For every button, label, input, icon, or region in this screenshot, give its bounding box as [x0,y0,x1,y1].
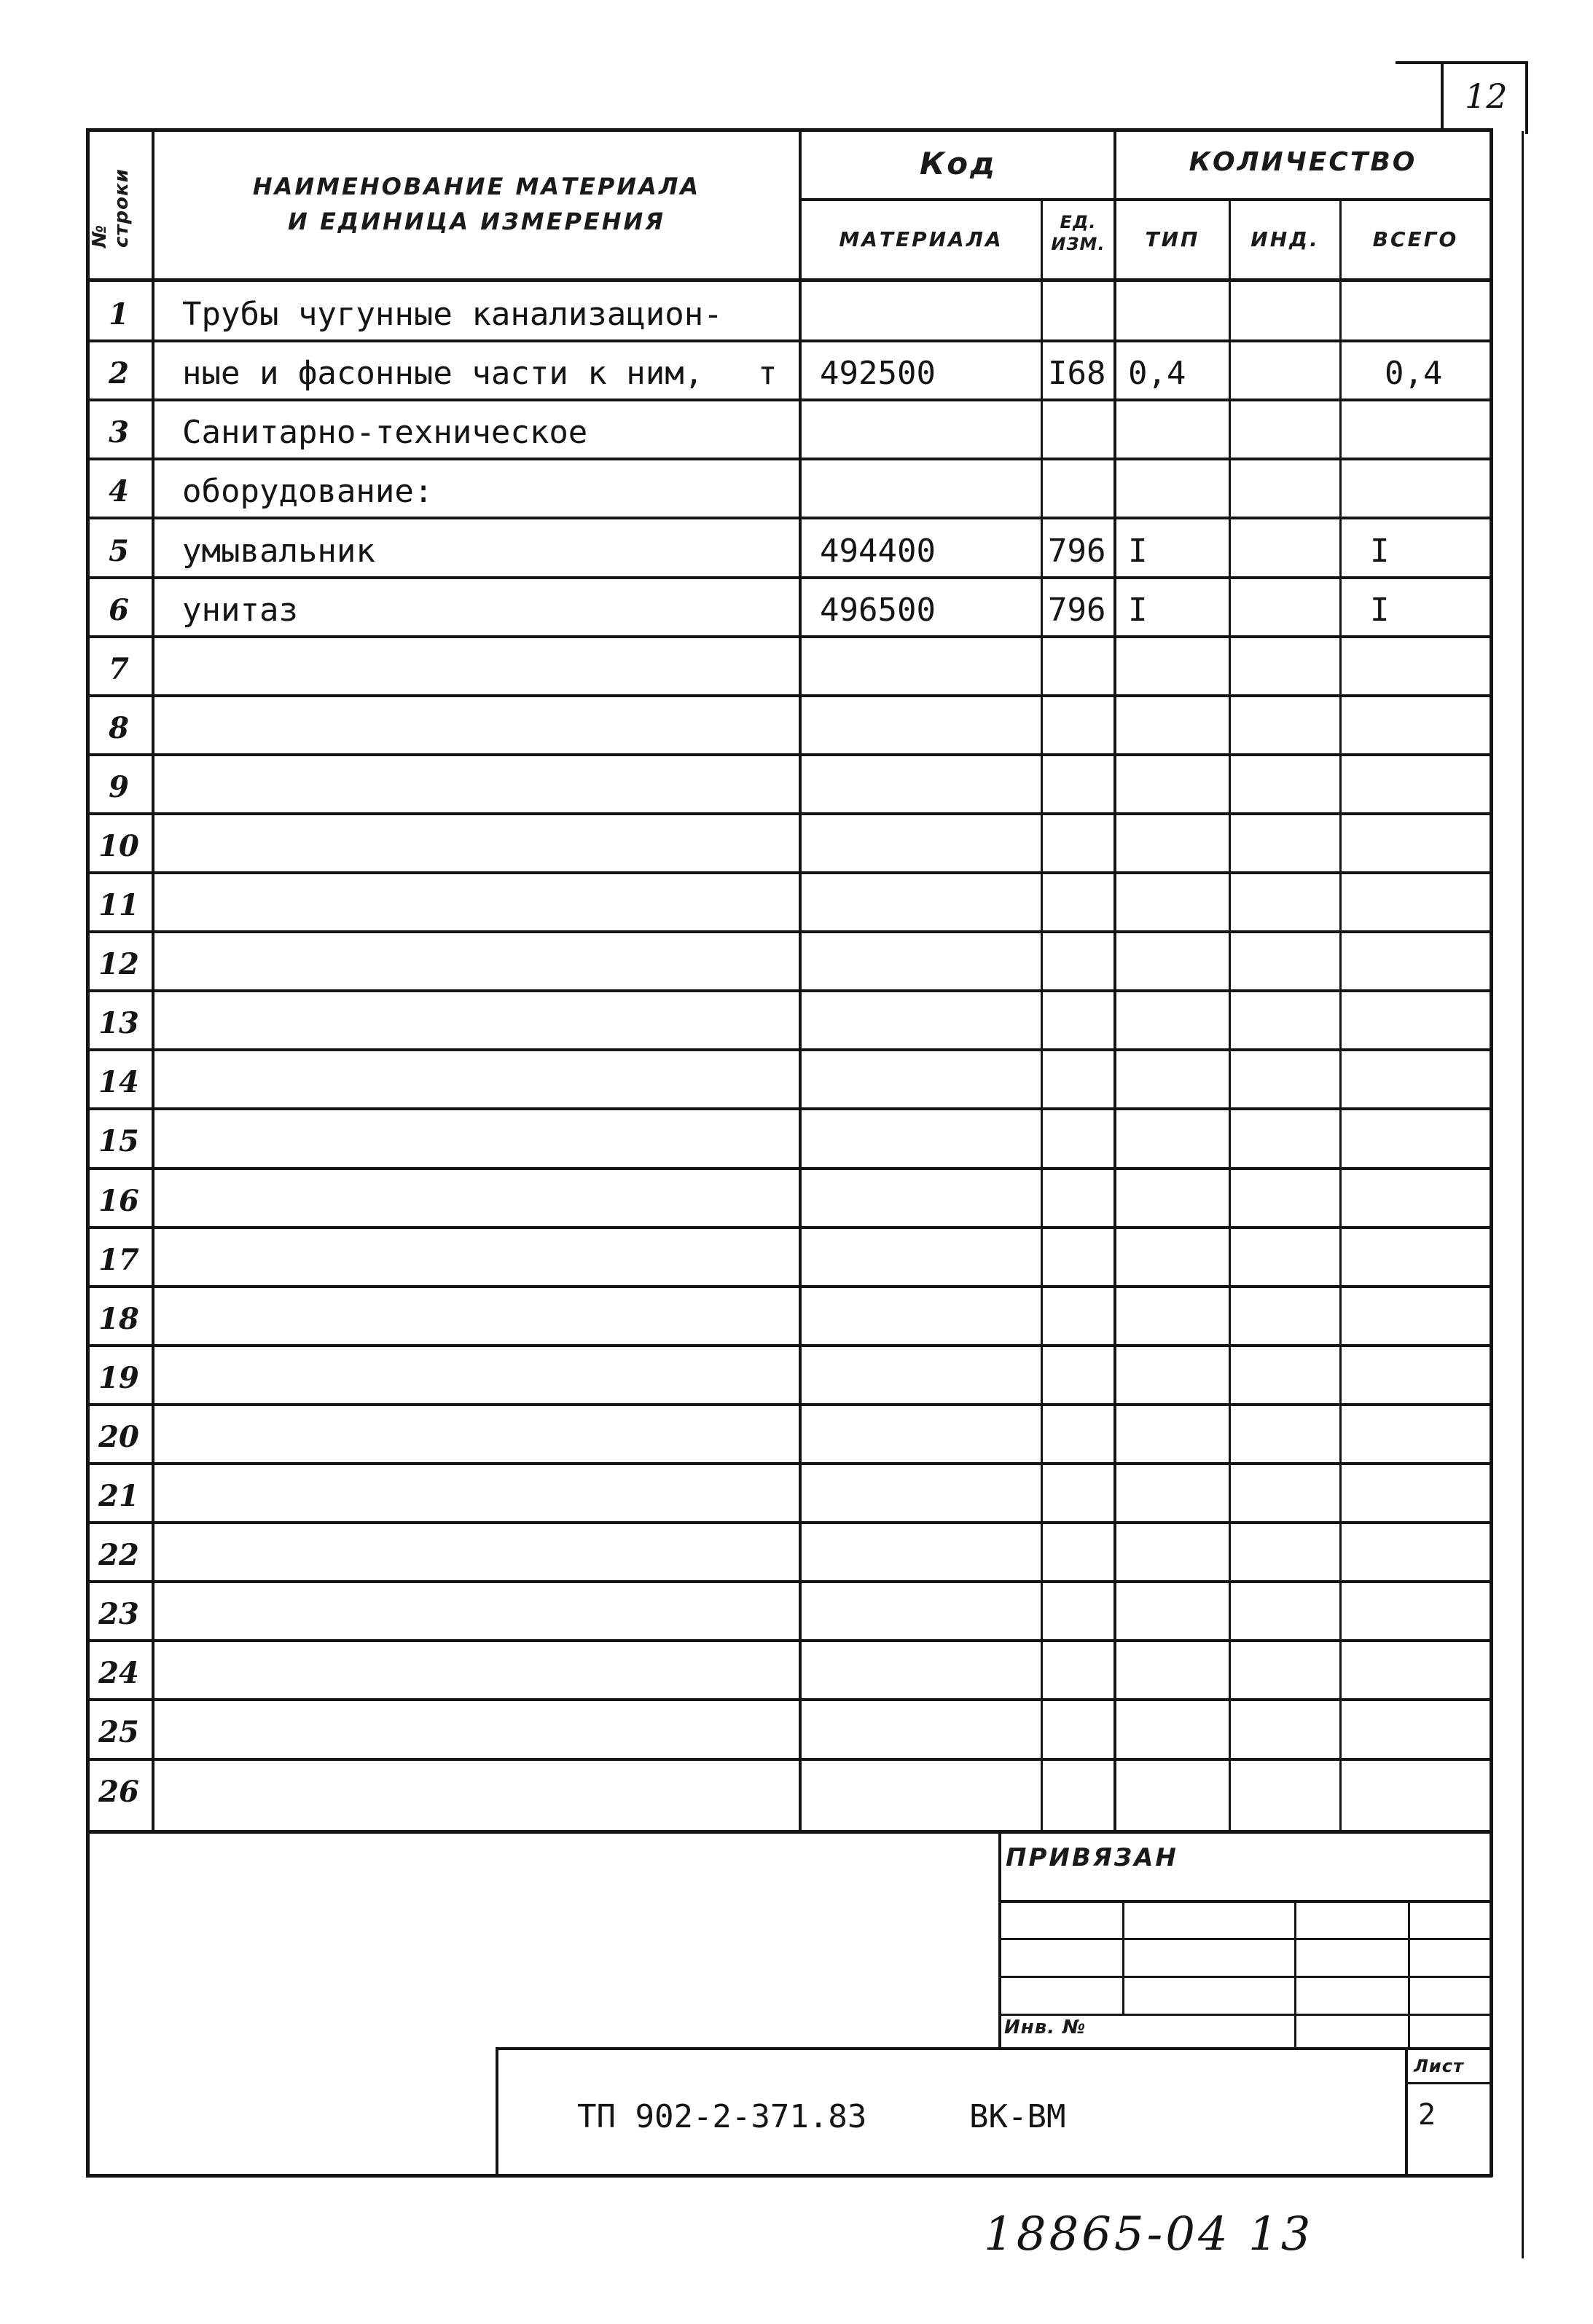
material-code: 494400 [820,533,936,570]
type-quantity: 0,4 [1128,355,1186,392]
material-name: умывальник [182,533,375,570]
row-number: 25 [98,1715,139,1749]
total-quantity: I [1370,592,1390,629]
material-name: Санитарно-техническое [182,414,588,451]
bound-label: ПРИВЯЗАН [1006,1843,1178,1872]
row-number: 13 [98,1006,139,1040]
sheet-label: Лист [1414,2056,1464,2076]
row-number: 22 [98,1538,139,1572]
row-number: 3 [109,415,129,450]
unit-header: ЕД. ИЗМ. [1051,212,1105,254]
row-number: 17 [98,1243,139,1277]
ind-header: ИНД. [1250,227,1320,251]
row-number: 12 [98,947,139,981]
unit-code: 796 [1048,592,1106,629]
row-number: 1 [109,297,129,331]
type-quantity: I [1128,533,1148,570]
row-number: 18 [98,1302,139,1336]
code-header: Код [919,146,998,181]
material-code-header: МАТЕРИАЛА [839,227,1003,251]
section-code: ВК-ВМ [969,2098,1066,2135]
row-number: 14 [98,1065,139,1099]
row-number: 26 [98,1775,139,1809]
material-name: ные и фасонные части к ним, [182,355,704,392]
row-number: 4 [109,474,129,509]
row-number: 16 [98,1184,139,1218]
material-name: Трубы чугунные канализацион- [182,296,723,333]
row-number: 24 [98,1656,139,1690]
total-header: ВСЕГО [1372,227,1459,251]
row-number: 11 [98,888,139,922]
row-number: 7 [109,652,129,686]
sheet-number: 2 [1418,2098,1436,2132]
row-number: 8 [109,711,129,745]
total-quantity: 0,4 [1385,355,1443,392]
inventory-number-label: Инв. № [1004,2017,1087,2038]
row-number: 6 [109,593,129,627]
row-number-header: № строки [89,168,133,248]
quantity-header: КОЛИЧЕСТВО [1189,147,1417,177]
row-number: 21 [98,1479,139,1513]
archive-number: 18865-04 13 [984,2207,1314,2261]
type-quantity: I [1128,592,1148,629]
row-number: 20 [98,1420,139,1454]
material-code: 496500 [820,592,936,629]
material-code: 492500 [820,355,936,392]
row-number: 2 [109,356,129,390]
row-number: 15 [98,1124,139,1158]
type-header: ТИП [1145,227,1200,251]
unit-code: I68 [1048,355,1106,392]
row-number: 10 [98,829,139,863]
row-number: 9 [109,770,129,804]
row-number: 23 [98,1597,139,1631]
name-column-header: НАИМЕНОВАНИЕ МАТЕРИАЛА И ЕДИНИЦА ИЗМЕРЕНИЯ [252,173,701,235]
material-name: унитаз [182,592,298,629]
total-quantity: I [1370,533,1390,570]
row-number: 19 [98,1361,139,1395]
row-number: 5 [109,534,129,568]
page-number: 12 [1465,76,1508,116]
material-name: оборудование: [182,473,434,510]
document-code: ТП 902-2-371.83 [577,2098,867,2135]
unit-code: 796 [1048,533,1106,570]
unit-symbol: т [758,355,778,392]
